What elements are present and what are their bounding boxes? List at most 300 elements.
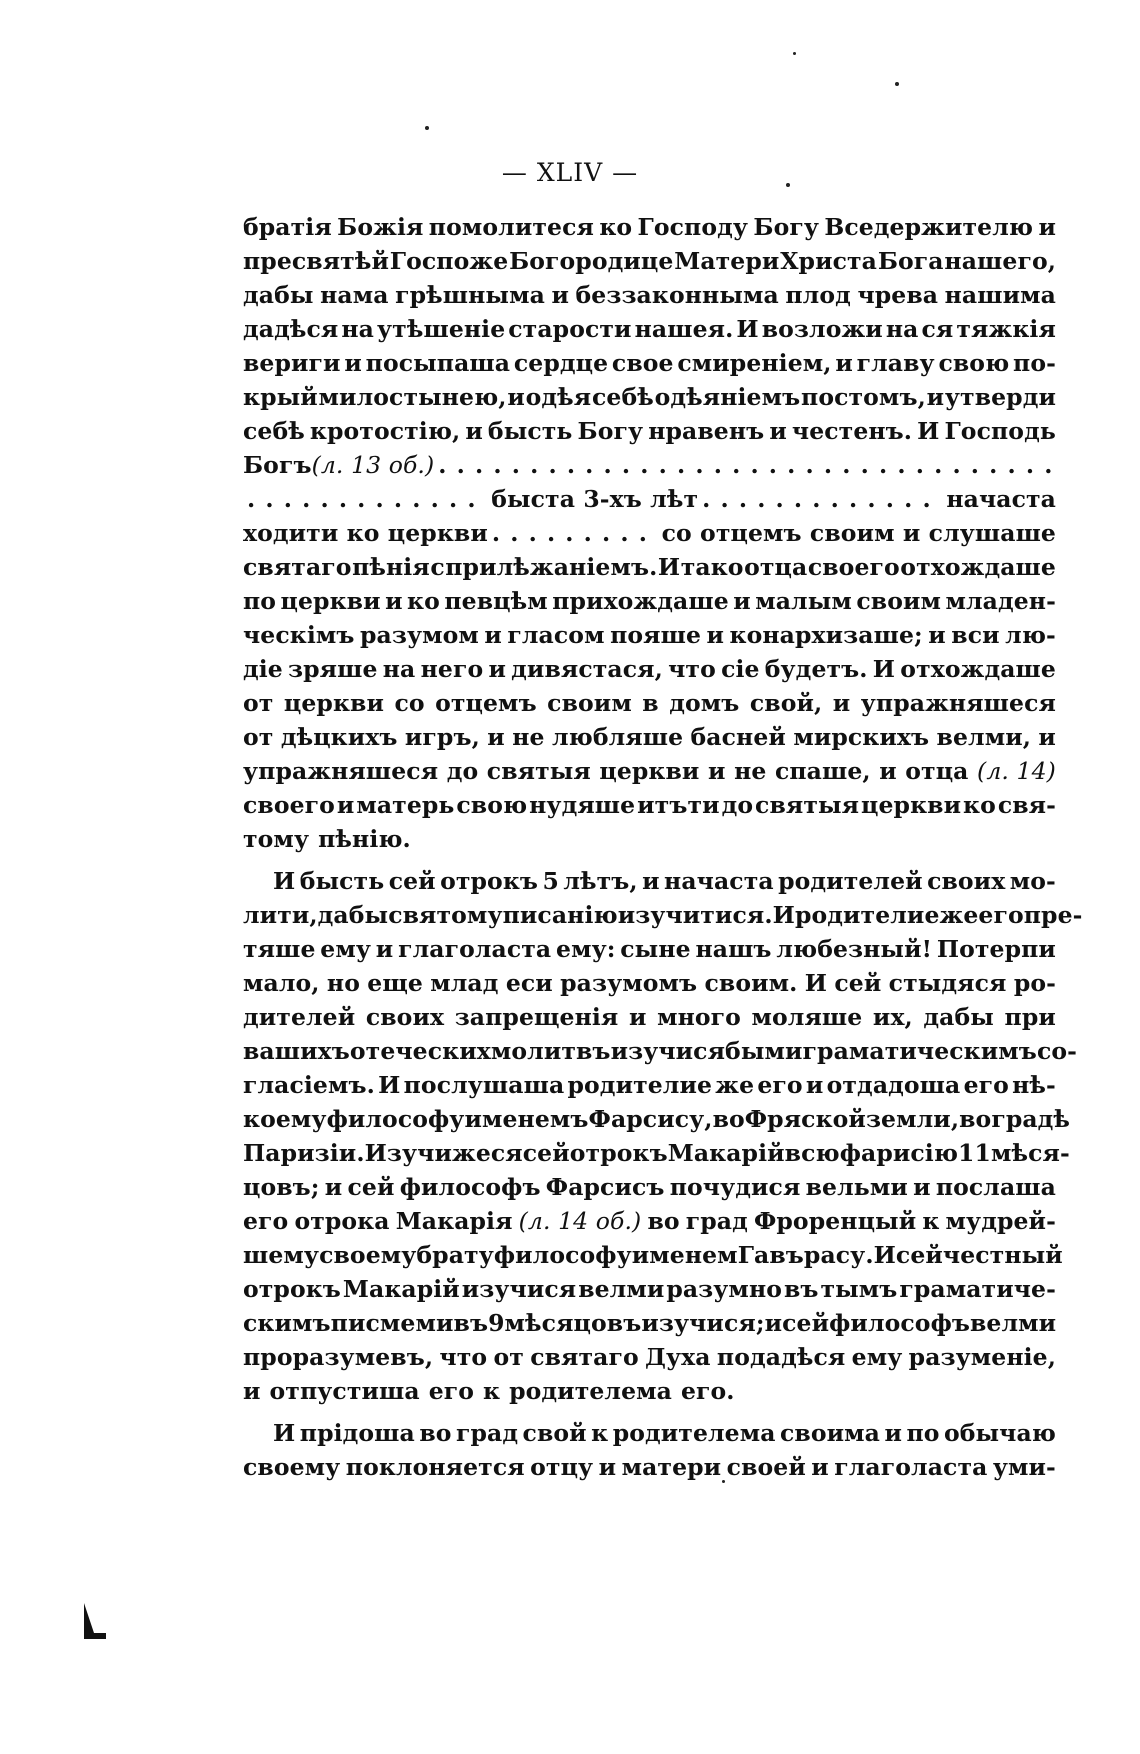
word: родителие <box>794 901 940 929</box>
word: же <box>715 1071 755 1099</box>
word: начаста <box>946 485 1056 513</box>
word: коему <box>243 1105 327 1133</box>
word: любезный! <box>776 935 933 963</box>
word: тымъ <box>820 1275 898 1303</box>
word: свою <box>938 349 1010 377</box>
word: милостынею, <box>318 383 507 411</box>
word: прідоша <box>299 1419 415 1447</box>
word: И <box>772 901 795 929</box>
word: Богу <box>577 417 644 445</box>
word: лити, <box>243 901 318 929</box>
word: зряше <box>288 655 378 683</box>
word: философу <box>326 1105 465 1133</box>
word: запрещенія <box>454 1003 619 1031</box>
text-line <box>243 1102 1071 1136</box>
word: его <box>978 901 1024 929</box>
word: сей <box>522 1139 570 1167</box>
word: и <box>375 935 394 963</box>
word: церкви <box>280 587 381 615</box>
word: и <box>879 757 897 785</box>
word: отрокъ <box>569 1139 668 1167</box>
word: святаго <box>243 553 352 581</box>
word: его <box>963 1071 1009 1099</box>
word: ему <box>851 1343 903 1371</box>
word: пѣнія <box>352 553 430 581</box>
word: себѣ <box>243 417 305 445</box>
word: дабы <box>923 1003 994 1031</box>
word: лю- <box>1005 621 1056 649</box>
word: своему <box>319 1241 417 1269</box>
word: и <box>764 1309 783 1337</box>
word: и <box>706 621 725 649</box>
word: помолитеся <box>428 213 594 241</box>
word: Христа <box>780 247 878 275</box>
word: святыя <box>486 757 591 785</box>
word: фарисію <box>839 1139 959 1167</box>
word: на <box>382 655 416 683</box>
word: матерь <box>356 791 455 819</box>
word: и <box>551 281 569 309</box>
word: молитвъ <box>490 1037 611 1065</box>
word: нравенъ <box>648 417 765 445</box>
word: Паризіи. <box>243 1139 365 1167</box>
word: своим. <box>704 969 798 997</box>
word: сіе <box>721 655 760 683</box>
word: Богъ <box>243 451 312 479</box>
page-number: — XLIV — <box>501 158 639 187</box>
text-line <box>243 1238 1063 1272</box>
text-line <box>243 788 1056 822</box>
word: мало, <box>243 969 320 997</box>
word: И <box>872 655 896 683</box>
word: разуменіе, <box>908 1343 1056 1371</box>
word: мо- <box>1009 867 1056 895</box>
word: писмем <box>330 1309 436 1337</box>
word: 5 <box>542 867 559 895</box>
word: своей <box>726 1453 806 1481</box>
word: начаста <box>664 867 774 895</box>
word: мѣсяцовъ <box>504 1309 642 1337</box>
word: постомъ, <box>801 383 926 411</box>
word: нашего, <box>944 247 1056 275</box>
word: одѣяніемъ <box>654 383 801 411</box>
text-line <box>243 686 1056 720</box>
text-line <box>243 278 1056 312</box>
word: пре- <box>1023 901 1083 929</box>
word: и <box>435 1309 454 1337</box>
text-line <box>243 1000 1056 1034</box>
word: отдадоша <box>826 1071 961 1099</box>
word: на <box>341 315 375 343</box>
text-line <box>243 584 1056 618</box>
word: их, <box>872 1003 913 1031</box>
word: домъ <box>669 689 740 717</box>
word: отхождаше <box>900 553 1056 581</box>
text-line <box>243 1272 1056 1306</box>
word: Фарсису, <box>588 1105 713 1133</box>
word: и <box>324 1173 343 1201</box>
word: отеческих <box>349 1037 491 1065</box>
word: велми <box>970 1309 1057 1337</box>
word: во <box>959 1105 992 1133</box>
text-line <box>243 754 1056 788</box>
word: пѣнію. <box>318 825 411 853</box>
word: его <box>757 1071 803 1099</box>
print-speck <box>786 183 790 187</box>
word: в <box>642 689 659 717</box>
word: своего <box>243 791 335 819</box>
word: нашима <box>944 281 1056 309</box>
word: сыне <box>620 935 691 963</box>
word: разумомъ <box>560 969 698 997</box>
text-line <box>243 210 1056 244</box>
word: свой, <box>749 689 823 717</box>
word: Вседержителю <box>824 213 1034 241</box>
word: градѣ <box>991 1105 1071 1133</box>
print-speck <box>722 1480 725 1483</box>
word: млад <box>430 969 499 997</box>
word: итъти <box>637 791 720 819</box>
word: шему <box>243 1241 320 1269</box>
word: будетъ. <box>764 655 868 683</box>
word: земли, <box>865 1105 960 1133</box>
word: отрока <box>294 1207 390 1235</box>
text-line <box>243 1136 1070 1170</box>
word: нашея. <box>634 315 734 343</box>
text-line <box>243 448 1056 482</box>
word: прилѣжаніемъ. <box>445 553 658 581</box>
word: Фряской <box>744 1105 866 1133</box>
word: Изучи <box>364 1139 452 1167</box>
word: глаголаста <box>834 1453 988 1481</box>
word: еси <box>505 969 553 997</box>
word: своего <box>807 553 900 581</box>
text-line <box>243 380 1056 414</box>
word: ро- <box>1013 969 1056 997</box>
word: гласом <box>507 621 605 649</box>
text-line <box>243 482 1056 516</box>
text-line <box>243 346 1056 380</box>
word: именем <box>631 1241 738 1269</box>
word: к <box>922 1207 940 1235</box>
word: изучися <box>610 1037 726 1065</box>
word: ко <box>963 791 996 819</box>
word: моляше <box>751 1003 863 1031</box>
word: сей <box>347 1173 395 1201</box>
word: родителие <box>567 1071 713 1099</box>
word: и <box>385 587 403 615</box>
word: отпустиша <box>269 1377 420 1405</box>
text-line <box>243 720 1056 754</box>
word: при <box>1004 1003 1056 1031</box>
word: сей <box>388 867 436 895</box>
word: и <box>488 655 506 683</box>
word: к <box>483 1377 501 1405</box>
word: старости <box>508 315 632 343</box>
word: и <box>884 1419 902 1447</box>
word: и <box>708 757 726 785</box>
word: не <box>512 723 545 751</box>
word: со <box>394 689 425 717</box>
word: родителей <box>778 867 923 895</box>
word: мѣся- <box>990 1139 1070 1167</box>
word: от <box>243 723 274 751</box>
word: Гавърасу. <box>737 1241 874 1269</box>
folio-reference: (л. 14 об.) <box>518 1207 642 1235</box>
word: 11 <box>958 1139 991 1167</box>
corner-mark <box>84 1603 104 1633</box>
word: до <box>721 791 754 819</box>
word: своему <box>243 1453 341 1481</box>
word: Божія <box>337 213 424 241</box>
word: Фроренцый <box>754 1207 917 1235</box>
word: своим <box>856 587 942 615</box>
text-line <box>243 1374 1056 1408</box>
word: изучися <box>461 1275 577 1303</box>
word: малым <box>755 587 852 615</box>
word: утверди <box>944 383 1056 411</box>
text-line <box>243 1306 1056 1340</box>
word: по- <box>1013 349 1056 377</box>
word: и <box>628 1003 647 1031</box>
word: любляше <box>551 723 684 751</box>
word: много <box>657 1003 741 1031</box>
word: философъ <box>829 1309 970 1337</box>
text-line <box>243 516 1056 550</box>
folio-reference: (л. 14) <box>977 757 1056 785</box>
word: въ <box>783 1275 819 1303</box>
word: кротостію, <box>309 417 461 445</box>
word: отцу <box>530 1453 594 1481</box>
word: бысть <box>487 417 573 445</box>
word: И <box>917 417 940 445</box>
text-line <box>243 414 1056 448</box>
word: вельми <box>805 1173 908 1201</box>
word: от <box>243 689 274 717</box>
word: младен- <box>945 587 1056 615</box>
word: родителема <box>612 1419 776 1447</box>
word: граматическимъ <box>802 1037 1037 1065</box>
word: своих <box>365 1003 445 1031</box>
text-line <box>243 898 1083 932</box>
text-line <box>243 652 1056 686</box>
word: ко <box>407 587 440 615</box>
lacuna-dots <box>247 482 487 516</box>
word: упражняшеся <box>860 689 1056 717</box>
word: именемъ <box>464 1105 589 1133</box>
word: отрокъ <box>440 867 539 895</box>
word: нашъ <box>695 935 772 963</box>
word: лѣтъ, <box>563 867 638 895</box>
word: святыя <box>755 791 860 819</box>
word: дѣцкихъ <box>280 723 398 751</box>
word: одѣя <box>525 383 592 411</box>
word: родителема <box>509 1377 672 1405</box>
word: басней <box>690 723 786 751</box>
text-line <box>243 244 1056 278</box>
word: и <box>832 689 851 717</box>
word: И <box>273 1419 296 1447</box>
word: что <box>668 655 716 683</box>
word: плод <box>785 281 851 309</box>
word: писанію <box>502 901 618 929</box>
word: его <box>243 1207 289 1235</box>
lacuna-dots <box>702 482 942 516</box>
body-text <box>243 210 1083 1484</box>
word: святаго <box>530 1343 639 1371</box>
lacuna-dots <box>492 516 658 550</box>
word: конархизаше; <box>729 621 923 649</box>
print-speck <box>793 52 796 55</box>
word: во <box>647 1207 680 1235</box>
word: цовъ; <box>243 1173 320 1201</box>
word: скимъ <box>243 1309 331 1337</box>
word: по <box>906 1419 940 1447</box>
folio-reference: (л. 13 об.) <box>311 451 435 479</box>
word: свя- <box>997 791 1056 819</box>
word: его. <box>680 1377 735 1405</box>
word: сей <box>895 1241 943 1269</box>
print-speck <box>895 82 899 86</box>
word: крый <box>243 383 318 411</box>
word: с <box>430 553 445 581</box>
word: бы <box>725 1037 765 1065</box>
word: от <box>493 1343 524 1371</box>
word: и <box>344 349 362 377</box>
word: и <box>507 383 525 411</box>
word: ему: <box>556 935 616 963</box>
word: ся <box>921 315 954 343</box>
word: дабы <box>243 281 314 309</box>
text-line <box>243 1068 1056 1102</box>
word: нама <box>320 281 389 309</box>
word: нудяше <box>529 791 636 819</box>
word: еще <box>367 969 423 997</box>
word: и <box>811 1453 829 1481</box>
word: бысть <box>299 867 385 895</box>
word: свой <box>522 1419 587 1447</box>
text-line <box>243 1340 1056 1374</box>
word: утѣшеніе <box>377 315 506 343</box>
word: себѣ <box>592 383 654 411</box>
word: сердце <box>513 349 609 377</box>
word: чрева <box>857 281 939 309</box>
word: ческімъ <box>243 621 355 649</box>
word: отца <box>744 553 808 581</box>
word: и <box>598 1453 617 1481</box>
word: и <box>913 1173 931 1201</box>
word: тому <box>243 825 310 853</box>
word: со отцемъ своим и слушаше <box>661 519 1056 547</box>
word: пояше <box>610 621 702 649</box>
word: певцѣм <box>444 587 548 615</box>
word: глаголаста <box>398 935 552 963</box>
word: упражняшеся <box>243 757 439 785</box>
word: и <box>805 1071 824 1099</box>
word: Макарій <box>667 1139 785 1167</box>
word: 9 <box>488 1309 505 1337</box>
word: ему <box>320 935 372 963</box>
word: тако <box>680 553 744 581</box>
word: и <box>835 349 853 377</box>
word: смиреніем, <box>677 349 832 377</box>
word: дителей <box>243 1003 356 1031</box>
print-speck <box>425 126 429 130</box>
word: стыдяся <box>888 969 1007 997</box>
word: и <box>733 587 751 615</box>
word: святому <box>388 901 503 929</box>
word: ся <box>490 1139 523 1167</box>
word: гласіемъ. <box>243 1071 375 1099</box>
word: поклоняется <box>345 1453 525 1481</box>
word: свою <box>456 791 528 819</box>
word: братія <box>243 213 332 241</box>
word: по <box>243 587 277 615</box>
word: обычаю <box>943 1419 1056 1447</box>
word: вашихъ <box>243 1037 350 1065</box>
word: и <box>243 1377 261 1405</box>
word: во <box>419 1419 452 1447</box>
word: своих <box>927 867 1006 895</box>
word: Госпоже <box>389 247 509 275</box>
word: свое <box>611 349 674 377</box>
word: церкви <box>283 689 384 717</box>
word: спаше, <box>774 757 871 785</box>
word: быста 3-хъ лѣт <box>491 485 699 513</box>
word: И <box>378 1071 401 1099</box>
word: церкви <box>861 791 962 819</box>
word: град <box>455 1419 519 1447</box>
word: брату <box>416 1241 494 1269</box>
word: прихождаше <box>552 587 729 615</box>
word: почудися <box>669 1173 801 1201</box>
word: въ <box>453 1309 489 1337</box>
word: И <box>736 315 759 343</box>
word: честенъ. <box>791 417 913 445</box>
word: и <box>769 417 787 445</box>
word: ходити ко церкви <box>243 519 488 547</box>
text-line <box>243 1034 1077 1068</box>
word: град <box>685 1207 748 1235</box>
word: послаша <box>935 1173 1056 1201</box>
word: тяжкія <box>956 315 1056 343</box>
word: него <box>420 655 484 683</box>
word: и <box>465 417 483 445</box>
word: и <box>642 867 660 895</box>
word: и <box>487 723 505 751</box>
word: что <box>439 1343 488 1371</box>
lacuna-dots <box>438 448 1052 482</box>
word: не <box>734 757 767 785</box>
word: сей <box>782 1309 830 1337</box>
text-line <box>243 1170 1056 1204</box>
word: Фарсисъ <box>545 1173 665 1201</box>
word: матери <box>621 1453 722 1481</box>
word: до <box>446 757 479 785</box>
word: во <box>712 1105 745 1133</box>
word: философъ <box>399 1173 541 1201</box>
word: изучитися. <box>617 901 773 929</box>
word: возложи <box>761 315 883 343</box>
word: сей <box>834 969 882 997</box>
word: вериги <box>243 349 341 377</box>
word: и <box>1038 723 1056 751</box>
word: Духа <box>645 1343 711 1371</box>
word: діе <box>243 655 283 683</box>
word: Господь <box>944 417 1056 445</box>
word: послушаша <box>403 1071 565 1099</box>
word: и <box>484 621 502 649</box>
